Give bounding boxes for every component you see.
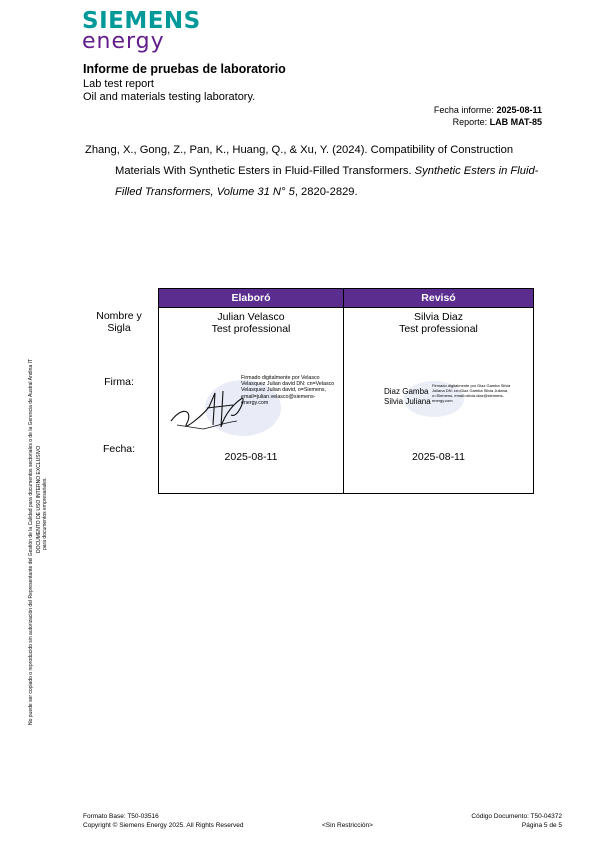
sidebar-notice	[20, 285, 50, 725]
elaboro-digital-signature	[163, 363, 343, 443]
siemens-energy-logo	[82, 10, 201, 53]
header-reviso: Revisó	[344, 289, 534, 308]
reviso-role: Test professional	[399, 323, 478, 335]
footer-left	[83, 812, 244, 830]
label-fecha: Fecha:	[102, 443, 136, 455]
citation-line2	[85, 161, 540, 203]
citation-title: Materials With Synthetic Esters in Fluid-Filled Transformers.	[115, 165, 412, 177]
footer-formato: Formato Base: T50-03516	[83, 813, 159, 820]
label-nombre	[88, 310, 150, 334]
footer-pagina: Página 5 de 5	[521, 822, 562, 829]
footer-restriccion: <Sin Restricción>	[322, 822, 373, 829]
reviso-sig-name-l1: Diaz Gamba	[384, 387, 429, 396]
elaboro-signature-cell	[159, 351, 344, 451]
reviso-digital-signature	[384, 379, 534, 419]
sidebar-line-1: No puede ser copiado o reproducido sin autorización del Representante del Gestión de la Calidad para documentos sectoriales o de la Gerencia de Austral Andina IT	[28, 358, 34, 725]
elaboro-date-cell	[159, 451, 344, 494]
signature-table	[158, 288, 534, 494]
report-title: Informe de pruebas de laboratorio	[83, 62, 286, 76]
footer-copyright: Copyright © Siemens Energy 2025. All Rights Reserved	[83, 822, 244, 829]
reviso-name-cell	[344, 308, 534, 352]
citation-line1: Zhang, X., Gong, Z., Pan, K., Huang, Q., & Xu, Y. (2024). Compatibility of Construction	[85, 144, 514, 156]
citation	[85, 140, 540, 203]
reviso-sig-name	[384, 387, 431, 407]
report-code-label: Reporte:	[452, 117, 488, 127]
report-date-label: Fecha informe:	[433, 105, 494, 115]
report-date	[434, 105, 542, 115]
sidebar-line-2: DOCUMENTO DE USO INTERNO EXCLUSIVO	[36, 445, 42, 553]
reviso-signature-cell	[344, 351, 534, 451]
header-elaboro: Elaboró	[159, 289, 344, 308]
footer-codigo: Código Documento: T50-04372	[471, 813, 562, 820]
citation-journal: Synthetic Esters in Fluid-Filled Transformers, Volume 31 N° 5	[115, 165, 539, 198]
elaboro-digital-text: Firmado digitalmente por Velasco Velasquez Julian david DN: cn=Velasco Velasquez Julian david, o=Siemens, email=julian.velasco@siemens-energy.com	[241, 375, 335, 406]
citation-pages: , 2820-2829.	[294, 186, 358, 198]
reviso-sig-name-l2: Silvia Juliana	[384, 397, 431, 406]
reviso-date-cell	[344, 451, 534, 494]
reviso-date: 2025-08-11	[412, 451, 465, 463]
reviso-name: Silvia Diaz	[413, 311, 463, 323]
report-subtitle-en: Lab test report	[83, 78, 154, 90]
elaboro-name: Julian Velasco	[217, 311, 285, 323]
report-date-value: 2025-08-11	[496, 105, 542, 115]
elaboro-name-cell	[159, 308, 344, 352]
logo-siemens-text: SIEMENS	[82, 8, 201, 34]
report-code-value: LAB MAT-85	[489, 117, 542, 127]
label-firma: Firma:	[104, 376, 134, 388]
elaboro-role: Test professional	[211, 323, 291, 335]
label-nombre-l2: Sigla	[107, 322, 131, 334]
report-code	[453, 117, 542, 127]
lab-name: Oil and materials testing laboratory.	[83, 91, 256, 103]
footer-right	[471, 812, 562, 830]
elaboro-date: 2025-08-11	[224, 451, 278, 463]
label-nombre-l1: Nombre y	[96, 310, 142, 322]
sidebar-line-3: para documentos empresariales.	[42, 477, 48, 550]
reviso-digital-text: Firmado digitalmente por Diaz Gamba Silvia Juliana DN: cn=Diaz Gamba Silvia Juliana, o=Siemens, email=silvia.diaz@siemens-energy.com	[432, 383, 511, 403]
logo-energy-text: energy	[82, 29, 165, 54]
